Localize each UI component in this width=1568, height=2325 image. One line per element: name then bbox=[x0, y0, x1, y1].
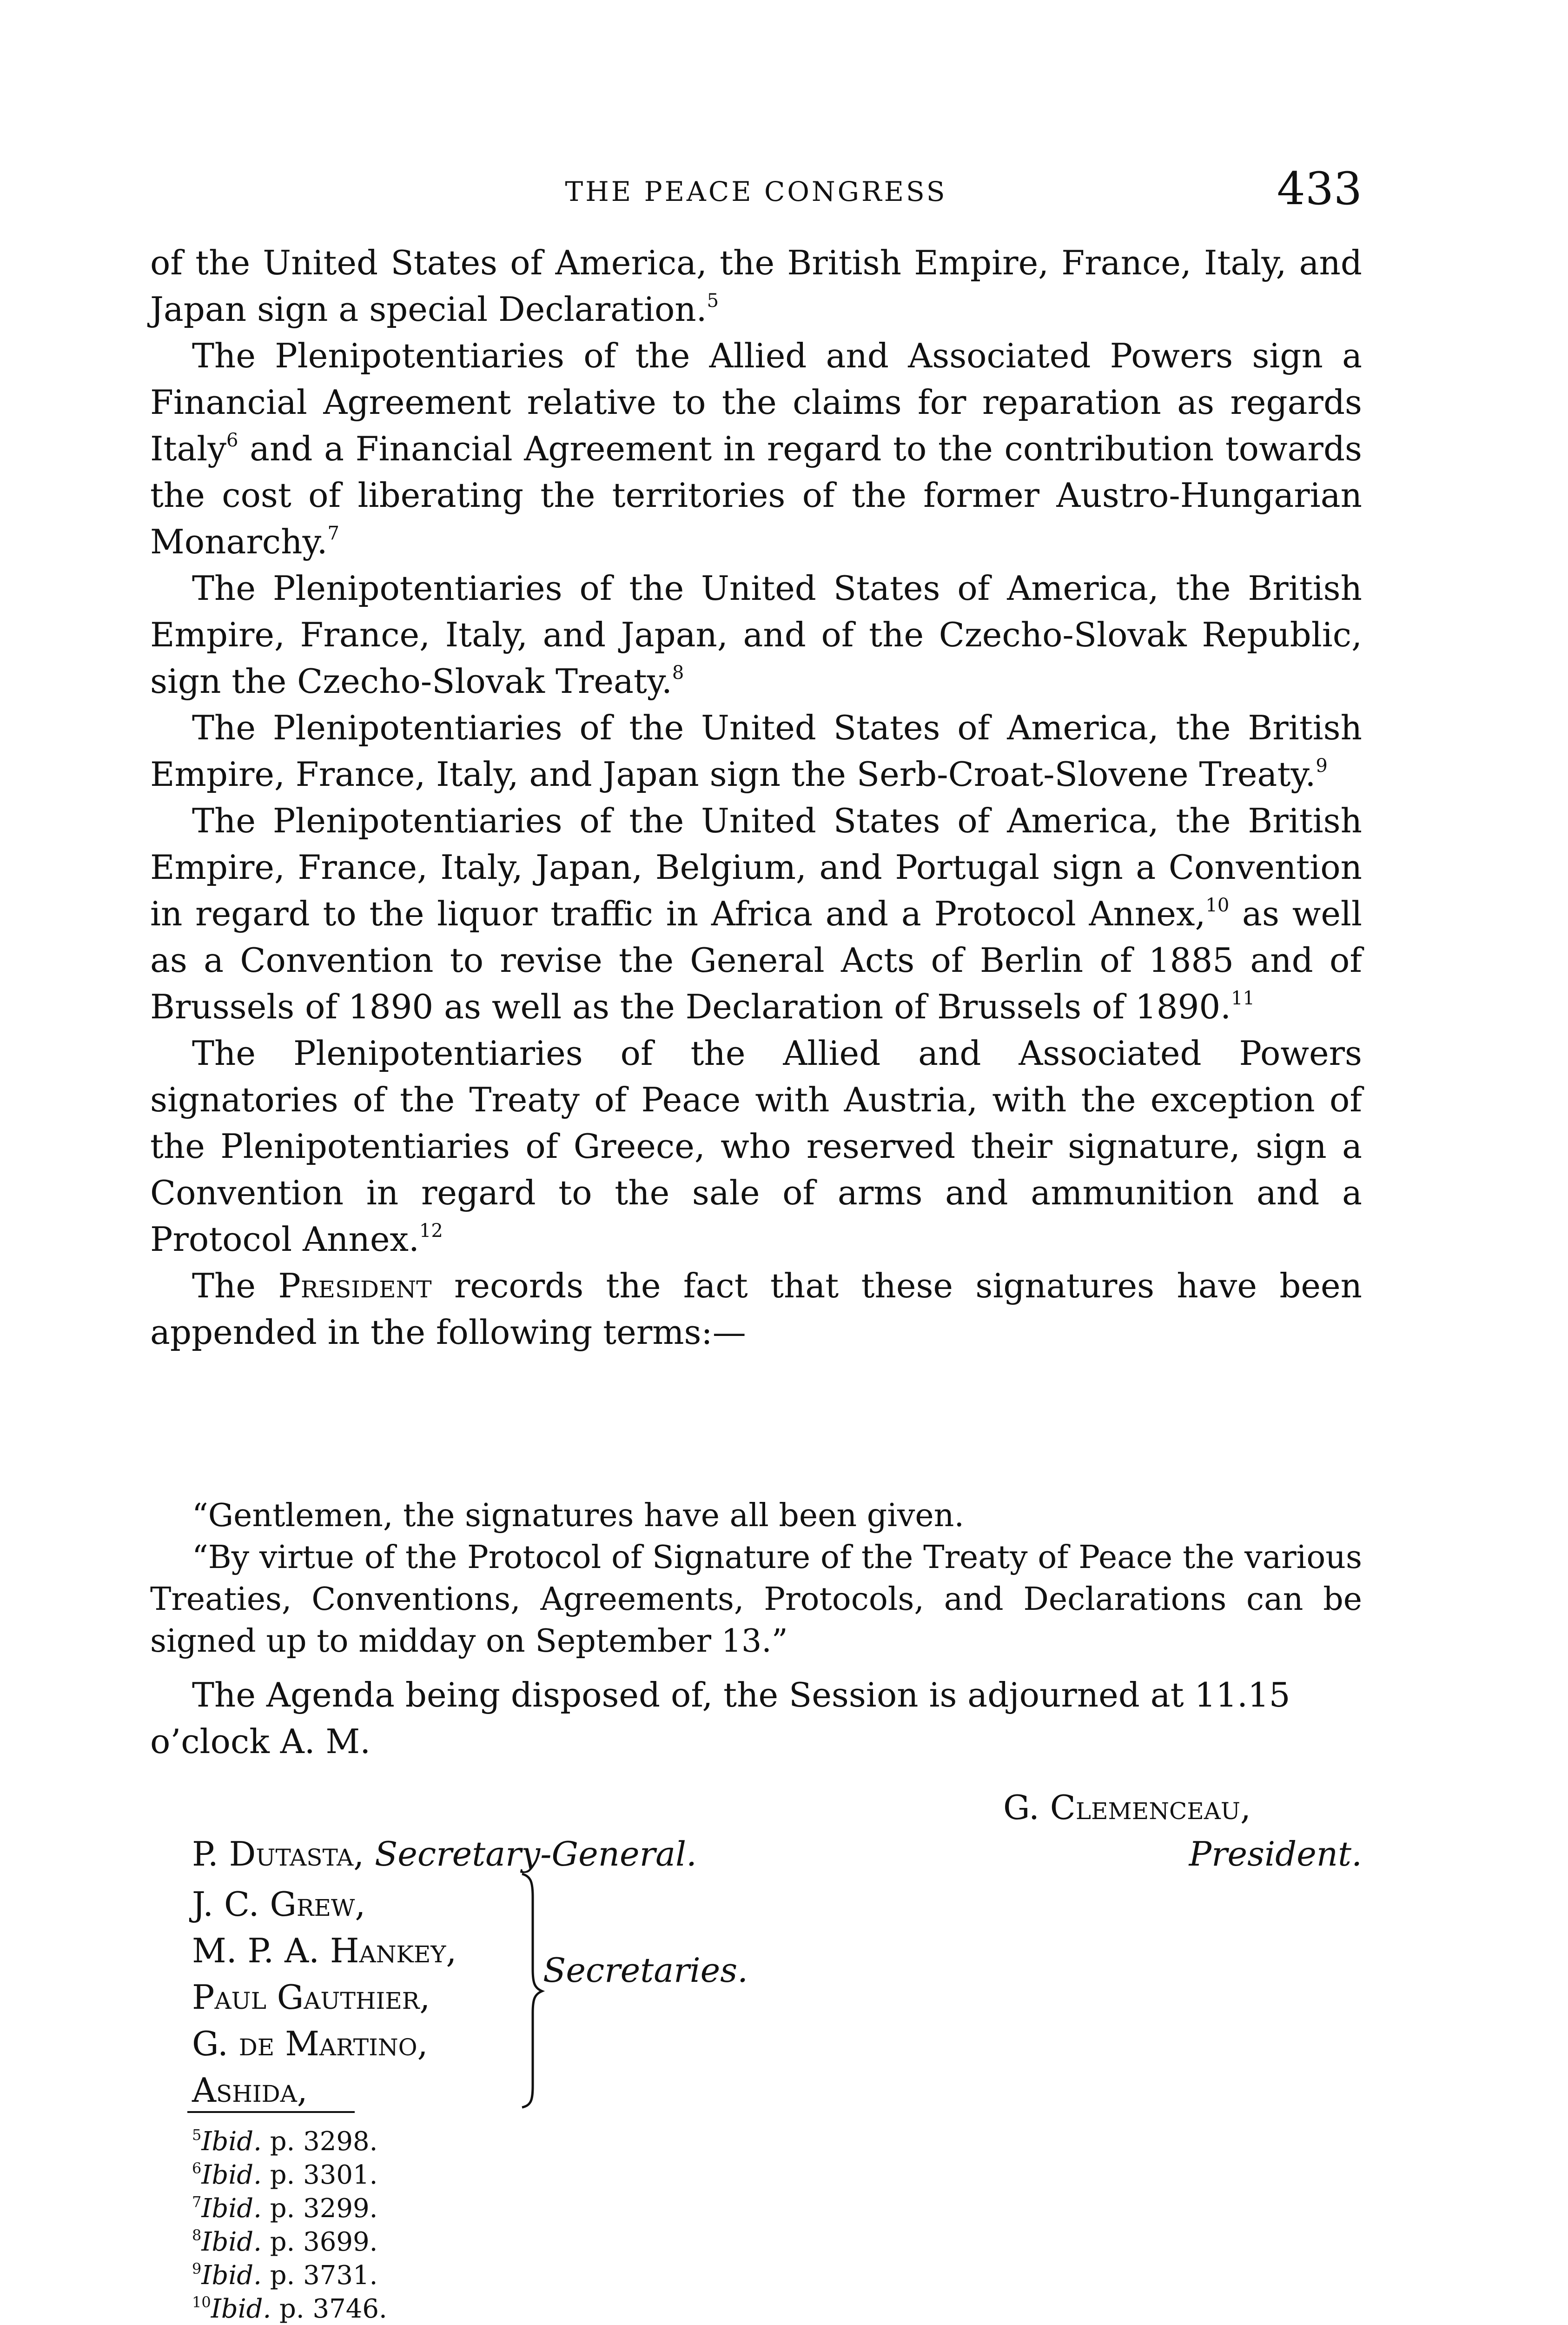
footnote-page: p. 3299. bbox=[261, 2193, 378, 2224]
president-smallcaps: President bbox=[278, 1266, 432, 1305]
paragraph-4-text: The Plenipotentiaries of the United States of America, the British Empire, France, Italy, and Japan sign the Serb-Croat-Slovene Treaty. bbox=[150, 708, 1362, 794]
footnote-number: 9 bbox=[192, 2260, 202, 2278]
president-signature-title: President. bbox=[1189, 1834, 1362, 1873]
footnote-page: p. 3298. bbox=[261, 2126, 378, 2157]
closing-text: The Agenda being disposed of, the Session is adjourned at 11.15 o’clock A. M. bbox=[150, 1675, 1290, 1761]
secretary-general-name: P. Dutasta, bbox=[192, 1834, 364, 1873]
paragraph-7-text: records the fact that these signatures have been appended in the following terms:— bbox=[150, 1266, 1363, 1352]
footnote-ref: 12 bbox=[419, 1220, 443, 1242]
paragraph-1-text: of the United States of America, the British Empire, France, Italy, and Japan sign a special Declaration. bbox=[150, 243, 1362, 329]
quoted-statement bbox=[150, 1495, 1362, 1662]
quote-line-1: “Gentlemen, the signatures have all been given. bbox=[192, 1497, 965, 1534]
footnote-ref: 6 bbox=[226, 430, 238, 451]
footnote-number: 10 bbox=[192, 2293, 211, 2311]
paragraph-5-text-b: as well as a Convention to revise the General Acts of Berlin of 1885 and of Brussels of 1890 as well as the Declaration of Brussels of 1890. bbox=[150, 894, 1362, 1026]
footnote-page: p. 3731. bbox=[261, 2260, 378, 2291]
footnote-number: 7 bbox=[192, 2193, 202, 2211]
paragraph-5 bbox=[150, 797, 1362, 1030]
paragraph-2 bbox=[150, 332, 1362, 565]
quote-line-2: “By virtue of the Protocol of Signature of the Treaty of Peace the various Treaties, Conventions, Agreements, Protocols, and Declarations can be signed up to midday on September 13.” bbox=[150, 1539, 1362, 1660]
footnote-divider bbox=[187, 2111, 355, 2113]
paragraph-4 bbox=[150, 704, 1362, 797]
footnote-ref: 5 bbox=[707, 290, 719, 312]
footnote bbox=[192, 2192, 387, 2225]
running-header bbox=[150, 163, 1362, 214]
secretary-name: Paul Gauthier, bbox=[192, 1978, 430, 2017]
paragraph-2-text-b: and a Financial Agreement in regard to the contribution towards the cost of liberating the territories of the former Austro-Hungarian Monarchy. bbox=[150, 429, 1362, 561]
footnote-ref-text: Ibid. bbox=[201, 2160, 262, 2190]
secretary-name: M. P. A. Hankey, bbox=[192, 1931, 457, 1970]
secretaries-list bbox=[192, 1881, 457, 2113]
secretaries-role: Secretaries. bbox=[543, 1951, 748, 1990]
paragraph-2-text-a: The Plenipotentiaries of the Allied and Associated Powers sign a Financial Agreement relative to the claims for reparation as regards Italy bbox=[150, 336, 1362, 468]
secretary-general bbox=[192, 1834, 697, 1873]
president-signature-name: G. Clemenceau, bbox=[1003, 1788, 1251, 1827]
paragraph-6-text: The Plenipotentiaries of the Allied and Associated Powers signatories of the Treaty of Peace with Austria, with the exception of the Plenipotentiaries of Greece, who reserved their signature, sign a Convention in regard to the sale of arms and ammunition and a Protocol Annex. bbox=[150, 1034, 1362, 1259]
footnote-ref: 9 bbox=[1316, 755, 1328, 777]
footnote bbox=[192, 2159, 387, 2192]
body-text bbox=[150, 239, 1362, 1355]
footnote-ref-text: Ibid. bbox=[201, 2227, 262, 2257]
paragraph-7-lead: The bbox=[192, 1266, 278, 1305]
footnote bbox=[192, 2292, 387, 2325]
footnote-ref-text: Ibid. bbox=[211, 2294, 271, 2324]
secretary-general-role: Secretary-General. bbox=[374, 1834, 697, 1873]
footnotes bbox=[192, 2125, 387, 2325]
paragraph-1 bbox=[150, 239, 1362, 332]
footnote-number: 6 bbox=[192, 2159, 202, 2177]
page-number: 433 bbox=[1277, 163, 1362, 215]
footnote-number: 5 bbox=[192, 2126, 202, 2144]
footnote-page: p. 3301. bbox=[261, 2160, 378, 2190]
closing-paragraph bbox=[150, 1672, 1362, 1765]
paragraph-3-text: The Plenipotentiaries of the United States of America, the British Empire, France, Italy, and Japan, and of the Czecho-Slovak Republic, sign the Czecho-Slovak Treaty. bbox=[150, 569, 1362, 701]
footnote bbox=[192, 2259, 387, 2292]
footnote-ref: 7 bbox=[327, 523, 339, 544]
footnote-ref-text: Ibid. bbox=[201, 2193, 262, 2224]
footnote-ref: 10 bbox=[1205, 895, 1230, 916]
brace-icon bbox=[520, 1869, 548, 2111]
footnote-ref-text: Ibid. bbox=[201, 2260, 262, 2291]
footnote-page: p. 3699. bbox=[261, 2227, 378, 2257]
footnote bbox=[192, 2125, 387, 2159]
secretary-name: Ashida, bbox=[192, 2071, 308, 2110]
paragraph-7 bbox=[150, 1262, 1362, 1355]
footnote-ref: 8 bbox=[672, 662, 684, 684]
secretary-name: G. de Martino, bbox=[192, 2024, 428, 2063]
footnote-page: p. 3746. bbox=[271, 2294, 387, 2324]
paragraph-5-text-a: The Plenipotentiaries of the United States of America, the British Empire, France, Italy, Japan, Belgium, and Portugal sign a Convention in regard to the liquor traffic in Africa and a Protocol Annex, bbox=[150, 801, 1362, 933]
running-title: THE PEACE CONGRESS bbox=[565, 176, 947, 207]
footnote-number: 8 bbox=[192, 2226, 202, 2244]
footnote-ref-text: Ibid. bbox=[201, 2126, 262, 2157]
secretary-name: J. C. Grew, bbox=[192, 1885, 366, 1924]
footnote-ref: 11 bbox=[1231, 988, 1255, 1009]
paragraph-6 bbox=[150, 1030, 1362, 1262]
paragraph-3 bbox=[150, 565, 1362, 704]
footnote bbox=[192, 2225, 387, 2259]
